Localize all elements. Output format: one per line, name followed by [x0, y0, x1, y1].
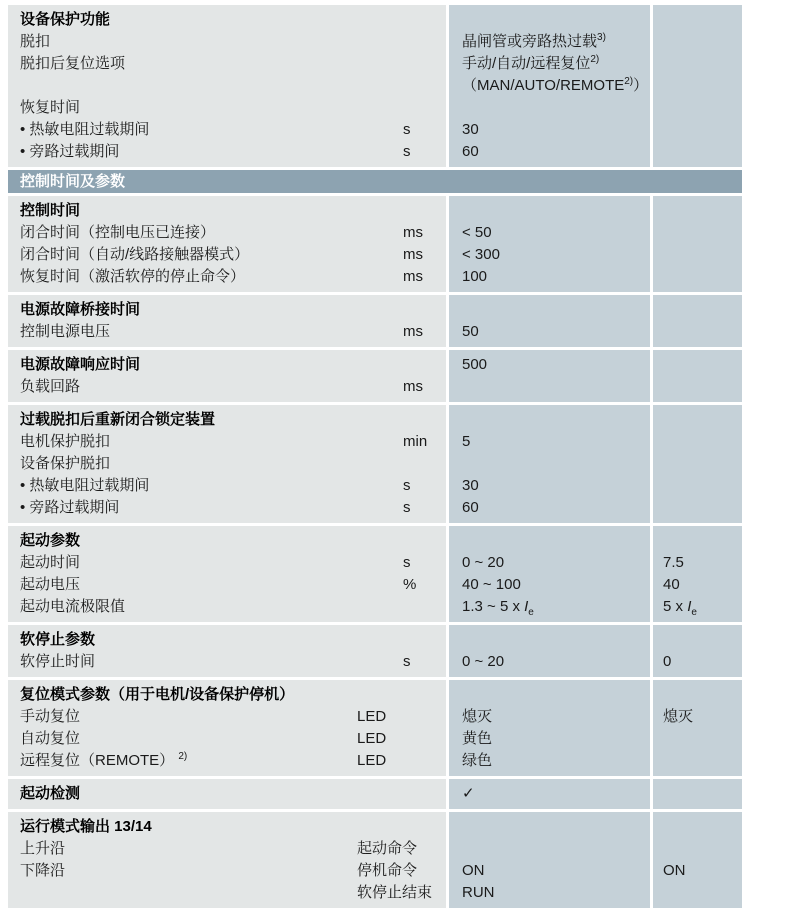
param-value [449, 530, 650, 552]
param-value: 绿色 [462, 752, 493, 769]
param-value: < 300 [462, 246, 500, 263]
param-column [8, 680, 446, 776]
param-label: • 旁路过载期间 [20, 143, 120, 160]
param-default-value [653, 431, 742, 453]
param-default-value [653, 119, 742, 141]
param-unit [355, 354, 446, 376]
param-default-value [653, 141, 742, 163]
spec-group [8, 196, 742, 292]
param-unit: ms [403, 378, 423, 395]
param-value: 1.3 ~ 5 x $I_e$ [462, 598, 534, 618]
default-value-column [650, 5, 742, 167]
param-unit [355, 97, 446, 119]
param-default-value [653, 376, 742, 398]
param-label: 闭合时间（控制电压已连接） [20, 224, 216, 241]
param-label: 闭合时间（自动/线路接触器模式） [20, 246, 250, 263]
param-label: 远程复位（REMOTE） $^{2)}$ [20, 751, 188, 769]
param-unit: LED [357, 752, 387, 769]
param-value: 晶闸管或旁路热过载$^{3)}$ [462, 32, 606, 50]
param-column [8, 625, 446, 677]
group-title: 控制时间 [20, 202, 81, 219]
param-default-value [653, 453, 742, 475]
param-unit: ms [403, 246, 423, 263]
param-value: RUN [462, 884, 495, 901]
default-value-column [650, 196, 742, 292]
group-title: 设备保护功能 [20, 11, 111, 28]
param-unit [355, 816, 446, 838]
param-default-value [653, 321, 742, 343]
param-label: 恢复时间 [20, 99, 81, 116]
param-column [8, 350, 446, 402]
default-value-column [650, 779, 742, 809]
param-label [8, 882, 355, 904]
param-value: 黄色 [462, 730, 493, 747]
default-value-column [650, 295, 742, 347]
param-value [449, 816, 650, 838]
param-label: 起动电流极限值 [20, 598, 126, 615]
param-default-value [653, 53, 742, 75]
default-value-column [650, 625, 742, 677]
default-value-column [650, 680, 742, 776]
spec-group [8, 526, 742, 622]
param-default-value [653, 684, 742, 706]
param-default-value: 5 x $I_e$ [663, 598, 697, 618]
param-value [449, 97, 650, 119]
param-value: 手动/自动/远程复位$^{2)}$ [462, 54, 600, 72]
spec-table [8, 5, 742, 911]
param-value: 30 [462, 121, 479, 138]
param-default-value [653, 200, 742, 222]
param-value: 5 [462, 433, 471, 450]
param-label: 负载回路 [20, 378, 81, 395]
spec-group [8, 405, 742, 523]
param-value: 40 ~ 100 [462, 576, 521, 593]
param-unit: 停机命令 [357, 862, 418, 879]
param-label: 设备保护脱扣 [20, 455, 111, 472]
param-unit [355, 453, 446, 475]
param-value: 100 [462, 268, 488, 285]
param-default-value [653, 530, 742, 552]
param-value [449, 376, 650, 398]
param-default-value [653, 354, 742, 376]
param-unit [355, 9, 446, 31]
param-column [8, 196, 446, 292]
param-default-value [653, 299, 742, 321]
default-value-column [650, 812, 742, 908]
param-unit: s [403, 653, 411, 670]
param-value: ON [462, 862, 485, 879]
param-label: 脱扣后复位选项 [20, 55, 126, 72]
param-unit: % [403, 576, 417, 593]
param-unit: s [403, 143, 411, 160]
param-default-value [653, 497, 742, 519]
param-column [8, 405, 446, 523]
param-default-value [653, 838, 742, 860]
value-column [446, 405, 650, 523]
param-default-value [653, 728, 742, 750]
param-value: （MAN/AUTO/REMOTE$^{2)}$） [462, 76, 649, 94]
param-label: 自动复位 [20, 730, 81, 747]
value-column [446, 196, 650, 292]
group-title: 起动检测 [20, 785, 81, 802]
param-value: ✓ [462, 785, 475, 802]
param-value [449, 9, 650, 31]
param-default-value [653, 409, 742, 431]
param-label: 下降沿 [20, 862, 66, 879]
param-unit [355, 31, 446, 53]
param-value [449, 200, 650, 222]
param-label: 控制电源电压 [20, 323, 111, 340]
param-label: 脱扣 [20, 33, 51, 50]
param-value: 500 [462, 356, 488, 373]
param-column [8, 295, 446, 347]
param-column [8, 5, 446, 167]
param-default-value [653, 750, 742, 772]
param-default-value: 7.5 [663, 554, 684, 571]
param-value: 熄灭 [462, 708, 493, 725]
param-unit [355, 53, 446, 75]
param-unit: s [403, 499, 411, 516]
param-unit [355, 299, 446, 321]
param-label: 软停止时间 [20, 653, 96, 670]
param-unit [355, 783, 446, 805]
value-column [446, 779, 650, 809]
param-column [8, 779, 446, 809]
param-label: 电机保护脱扣 [20, 433, 111, 450]
param-default-value [653, 266, 742, 288]
param-value: 0 ~ 20 [462, 653, 505, 670]
param-unit [355, 684, 446, 706]
param-unit: s [403, 477, 411, 494]
default-value-column [650, 526, 742, 622]
param-label: • 热敏电阻过载期间 [20, 121, 150, 138]
param-value [449, 684, 650, 706]
value-column [446, 5, 650, 167]
param-value: 0 ~ 20 [462, 554, 505, 571]
param-label: • 热敏电阻过载期间 [20, 477, 150, 494]
param-unit: 软停止结束 [357, 884, 433, 901]
param-unit: LED [357, 730, 387, 747]
param-default-value [653, 97, 742, 119]
group-title: 起动参数 [20, 532, 81, 549]
param-default-value [653, 882, 742, 904]
param-value: 30 [462, 477, 479, 494]
param-label: 起动电压 [20, 576, 81, 593]
param-unit [355, 596, 446, 618]
param-value: 60 [462, 143, 479, 160]
param-column [8, 526, 446, 622]
value-column [446, 680, 650, 776]
param-label: 恢复时间（激活软停的停止命令） [20, 268, 246, 285]
param-label [8, 75, 355, 97]
spec-group [8, 625, 742, 677]
param-default-value [653, 244, 742, 266]
param-value [449, 629, 650, 651]
spec-group [8, 680, 742, 776]
param-column [8, 812, 446, 908]
value-column [446, 350, 650, 402]
spec-group [8, 5, 742, 167]
param-value [449, 838, 650, 860]
param-unit: LED [357, 708, 387, 725]
param-value: 60 [462, 499, 479, 516]
param-unit [355, 409, 446, 431]
param-unit: s [403, 554, 411, 571]
spec-group [8, 779, 742, 809]
param-default-value: 40 [663, 576, 680, 593]
param-default-value [653, 475, 742, 497]
param-unit [355, 629, 446, 651]
section-header: 控制时间及参数 [8, 170, 742, 193]
default-value-column [650, 405, 742, 523]
group-title: 运行模式输出 13/14 [20, 818, 152, 835]
value-column [446, 295, 650, 347]
spec-group [8, 295, 742, 347]
group-title: 电源故障桥接时间 [20, 301, 141, 318]
spec-group [8, 350, 742, 402]
param-unit: ms [403, 224, 423, 241]
param-default-value [653, 816, 742, 838]
value-column [446, 526, 650, 622]
group-title: 电源故障响应时间 [20, 356, 141, 373]
default-value-column [650, 350, 742, 402]
param-default-value [653, 9, 742, 31]
param-default-value: 0 [663, 653, 672, 670]
param-unit [355, 75, 446, 97]
param-default-value [653, 783, 742, 805]
param-label: • 旁路过载期间 [20, 499, 120, 516]
param-default-value [653, 75, 742, 97]
param-unit: s [403, 121, 411, 138]
param-value [449, 299, 650, 321]
param-unit [355, 200, 446, 222]
param-value [449, 453, 650, 475]
param-label: 手动复位 [20, 708, 81, 725]
param-default-value [653, 222, 742, 244]
param-default-value [653, 629, 742, 651]
group-title: 复位模式参数（用于电机/设备保护停机） [20, 686, 295, 703]
param-unit: ms [403, 268, 423, 285]
param-value [449, 409, 650, 431]
param-default-value [653, 31, 742, 53]
value-column [446, 625, 650, 677]
param-value: 50 [462, 323, 479, 340]
group-title: 软停止参数 [20, 631, 96, 648]
param-unit: 起动命令 [357, 840, 418, 857]
value-column [446, 812, 650, 908]
param-unit [355, 530, 446, 552]
param-value: < 50 [462, 224, 492, 241]
param-label: 起动时间 [20, 554, 81, 571]
param-unit: min [403, 433, 428, 450]
group-title: 过载脱扣后重新闭合锁定装置 [20, 411, 216, 428]
param-default-value: 熄灭 [663, 708, 694, 725]
param-unit: ms [403, 323, 423, 340]
param-label: 上升沿 [20, 840, 66, 857]
param-default-value: ON [663, 862, 686, 879]
spec-group [8, 812, 742, 908]
